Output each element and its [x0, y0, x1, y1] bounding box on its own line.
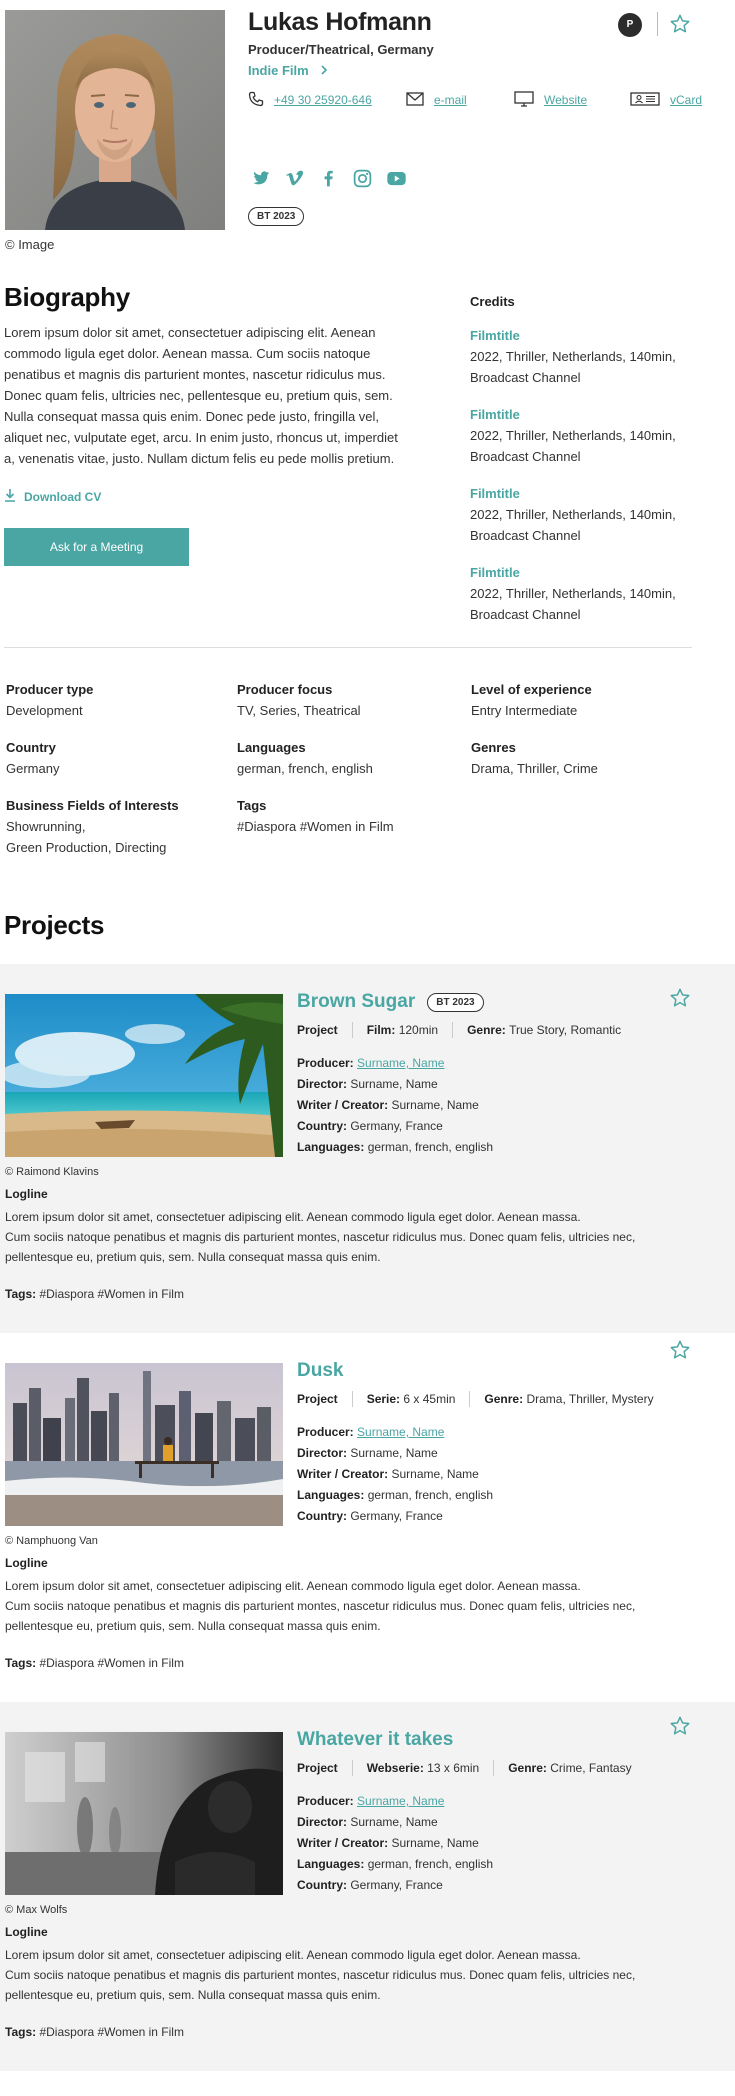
producer-link[interactable]: Surname, Name [357, 1425, 445, 1439]
fact-genres [471, 737, 598, 779]
meta-divider [452, 1022, 453, 1038]
format-label: Serie: [366, 1392, 401, 1406]
tags-value: #Diaspora #Women in Film [39, 1656, 184, 1670]
fact-value: #Diaspora #Women in Film [237, 819, 394, 834]
project-tags [5, 1287, 184, 1301]
languages-label: Languages: [297, 1488, 365, 1502]
image-credit: © Image [5, 237, 55, 252]
favorite-star-icon[interactable] [669, 13, 691, 35]
fact-tags [237, 795, 394, 837]
envelope-icon [406, 92, 434, 109]
fact-producer-type [6, 679, 93, 721]
fact-label: Producer type [6, 682, 94, 697]
producer-label: Producer: [297, 1056, 354, 1070]
biography-heading: Biography [4, 282, 130, 312]
event-tag: BT 2023 [427, 993, 483, 1012]
producer-row [297, 1422, 493, 1443]
fact-business-fields [6, 795, 179, 858]
genre-label: Genre: [467, 1023, 506, 1037]
fact-value: Development [6, 703, 83, 718]
image-credit: © Namphuong Van [5, 1535, 98, 1547]
project-type: Project [297, 1023, 338, 1037]
biography-section [0, 270, 735, 670]
producer-label: Producer: [297, 1794, 354, 1808]
project-image[interactable] [5, 994, 283, 1157]
format-value: 120min [398, 1023, 439, 1037]
director-row [297, 1443, 493, 1464]
project-title[interactable] [297, 991, 484, 1013]
fact-label: Business Fields of Interests [6, 798, 179, 813]
producer-link[interactable]: Surname, Name [357, 1056, 445, 1070]
tags-label: Tags: [5, 2025, 37, 2039]
country-value: Germany, France [350, 1509, 443, 1523]
section-divider [4, 647, 692, 648]
director-value: Surname, Name [350, 1446, 438, 1460]
download-cv-link[interactable] [4, 488, 101, 505]
project-title-text: Dusk [297, 1360, 344, 1381]
country-label: Country: [297, 1119, 347, 1133]
credit-info: 2022, Thriller, Netherlands, 140min, Broadcast Channel [470, 586, 676, 622]
twitter-icon[interactable] [250, 168, 271, 189]
languages-value: german, french, english [367, 1140, 494, 1154]
genre-label: Genre: [484, 1392, 524, 1406]
credit-item [470, 325, 730, 388]
project-people [297, 1422, 493, 1527]
fact-label: Producer focus [237, 682, 333, 697]
fact-value: Drama, Thriller, Crime [471, 761, 598, 776]
country-value: Germany, France [350, 1119, 443, 1133]
format-label: Webserie: [366, 1761, 424, 1775]
credit-title[interactable]: Filmtitle [470, 328, 520, 343]
credits-heading: Credits [470, 294, 515, 309]
meta-divider [352, 1022, 353, 1038]
logline-text [5, 1945, 695, 2005]
facebook-icon[interactable] [318, 168, 339, 189]
logline-label: Logline [5, 1187, 48, 1201]
credit-title[interactable]: Filmtitle [470, 486, 520, 501]
image-credit: © Max Wolfs [5, 1904, 68, 1916]
image-credit: © Raimond Klavins [5, 1166, 99, 1178]
languages-label: Languages: [297, 1857, 365, 1871]
logline-line: Lorem ipsum dolor sit amet, consectetuer adipiscing elit. Aenean commodo ligula eget dolor. Aenean massa. [5, 1579, 581, 1593]
director-label: Director: [297, 1446, 348, 1460]
download-cv-label: Download CV [24, 489, 102, 504]
languages-value: german, french, english [367, 1857, 494, 1871]
user-badge[interactable]: P [618, 13, 642, 37]
director-row [297, 1812, 493, 1833]
vcard-contact[interactable] [630, 90, 702, 110]
country-label: Country: [297, 1509, 347, 1523]
director-label: Director: [297, 1815, 348, 1829]
logline-label: Logline [5, 1925, 48, 1939]
biography-text: Lorem ipsum dolor sit amet, consectetuer adipiscing elit. Aenean commodo ligula eget dolor. Aenean massa. Cum sociis natoque penatibus et magnis dis parturient montes, nascetur ridiculus mus. Donec quam felis, ultricies nec, pellentesque eu, pretium quis, sem. Nulla consequat massa quis enim. Donec pede justo, fringilla vel, aliquet nec, vulputate eget, arcu. In enim justo, rhoncus ut, imperdiet a, venenatis vitae, justo. Nullam dictum felis eu pede mollis pretium. [4, 325, 398, 466]
project-image[interactable] [5, 1363, 283, 1526]
meta-divider [493, 1760, 494, 1776]
project-title-text: Brown Sugar [297, 991, 416, 1012]
credit-title[interactable]: Filmtitle [470, 565, 520, 580]
credit-title[interactable]: Filmtitle [470, 407, 520, 422]
phone-icon [248, 91, 274, 110]
fact-experience [471, 679, 592, 721]
project-type: Project [297, 1392, 338, 1406]
header-divider [657, 12, 658, 36]
logline-line: Cum sociis natoque penatibus et magnis dis parturient montes, nascetur ridiculus mus. Donec quam felis, ultricies nec, pellentesque eu, pretium quis, sem. Nulla consequat massa quis enim. [5, 1968, 636, 2002]
project-meta [297, 1760, 632, 1776]
project-title[interactable] [297, 1360, 343, 1382]
phone-link[interactable]: +49 30 25920-646 [274, 93, 372, 107]
company-link[interactable] [248, 63, 328, 78]
profile-header [0, 0, 735, 270]
vcard-icon [630, 92, 670, 109]
monitor-icon [514, 91, 544, 110]
email-contact[interactable] [406, 90, 467, 110]
writer-value: Surname, Name [391, 1836, 479, 1850]
fact-value: german, french, english [237, 761, 373, 776]
country-label: Country: [297, 1878, 347, 1892]
projects-heading: Projects [4, 910, 105, 940]
profile-photo [5, 10, 225, 230]
writer-row [297, 1464, 493, 1485]
fact-value: Entry Intermediate [471, 703, 578, 718]
fact-value: Germany [6, 761, 60, 776]
director-value: Surname, Name [350, 1815, 438, 1829]
youtube-icon[interactable] [386, 168, 407, 189]
writer-row [297, 1833, 493, 1854]
favorite-star-icon[interactable] [669, 987, 691, 1009]
social-links [250, 168, 407, 189]
vcard-link[interactable]: vCard [670, 93, 703, 107]
logline-text [5, 1576, 695, 1636]
project-title-text: Whatever it takes [297, 1729, 454, 1750]
credit-info: 2022, Thriller, Netherlands, 140min, Broadcast Channel [470, 507, 676, 543]
country-row [297, 1506, 493, 1527]
contact-row [248, 90, 735, 110]
fact-label: Tags [237, 798, 267, 813]
project-people [297, 1053, 493, 1158]
profile-name: Lukas Hofmann [248, 8, 432, 36]
logline-line: Lorem ipsum dolor sit amet, consectetuer adipiscing elit. Aenean commodo ligula eget dolor. Aenean massa. [5, 1948, 581, 1962]
profile-facts [0, 670, 735, 906]
logline-line: Lorem ipsum dolor sit amet, consectetuer adipiscing elit. Aenean commodo ligula eget dolor. Aenean massa. [5, 1210, 581, 1224]
country-row [297, 1116, 493, 1137]
genre-label: Genre: [508, 1761, 547, 1775]
meta-divider [352, 1391, 353, 1407]
fact-country [6, 737, 59, 779]
tags-label: Tags: [5, 1287, 37, 1301]
tags-value: #Diaspora #Women in Film [39, 1287, 184, 1301]
country-value: Germany, France [350, 1878, 443, 1892]
producer-link[interactable]: Surname, Name [357, 1794, 445, 1808]
fact-value: Green Production, Directing [6, 840, 167, 855]
producer-row [297, 1791, 493, 1812]
producer-row [297, 1053, 493, 1074]
fact-value: Showrunning, [6, 819, 86, 834]
company-name: Indie Film [248, 63, 309, 78]
logline-line: Cum sociis natoque penatibus et magnis dis parturient montes, nascetur ridiculus mus. Donec quam felis, ultricies nec, pellentesque eu, pretium quis, sem. Nulla consequat massa quis enim. [5, 1599, 636, 1633]
writer-row [297, 1095, 493, 1116]
website-link[interactable]: Website [544, 93, 588, 107]
writer-label: Writer / Creator: [297, 1467, 389, 1481]
writer-value: Surname, Name [391, 1467, 479, 1481]
languages-row [297, 1137, 493, 1158]
fact-label: Country [6, 740, 56, 755]
director-row [297, 1074, 493, 1095]
genre-value: True Story, Romantic [509, 1023, 622, 1037]
format-label: Film: [366, 1023, 396, 1037]
credit-item [470, 483, 730, 546]
chevron-right-icon [320, 63, 328, 78]
fact-label: Level of experience [471, 682, 592, 697]
writer-label: Writer / Creator: [297, 1098, 389, 1112]
project-type: Project [297, 1761, 338, 1775]
producer-label: Producer: [297, 1425, 354, 1439]
project-title[interactable] [297, 1729, 453, 1751]
meta-divider [352, 1760, 353, 1776]
profile-role: Producer/Theatrical, Germany [248, 42, 434, 57]
logline-line: Cum sociis natoque penatibus et magnis dis parturient montes, nascetur ridiculus mus. Donec quam felis, ultricies nec, pellentesque eu, pretium quis, sem. Nulla consequat massa quis enim. [5, 1230, 636, 1264]
project-tags [5, 1656, 184, 1670]
project-image[interactable] [5, 1732, 283, 1895]
project-meta [297, 1022, 621, 1038]
logline-label: Logline [5, 1556, 48, 1570]
download-icon [4, 488, 24, 505]
credit-info: 2022, Thriller, Netherlands, 140min, Broadcast Channel [470, 349, 676, 385]
languages-row [297, 1854, 493, 1875]
writer-value: Surname, Name [391, 1098, 479, 1112]
fact-producer-focus [237, 679, 361, 721]
credit-item [470, 562, 730, 625]
project-tags [5, 2025, 184, 2039]
genre-value: Drama, Thriller, Mystery [526, 1392, 654, 1406]
languages-value: german, french, english [367, 1488, 494, 1502]
phone-contact[interactable] [248, 90, 372, 110]
languages-label: Languages: [297, 1140, 365, 1154]
fact-languages [237, 737, 373, 779]
website-contact[interactable] [514, 90, 587, 110]
project-card [0, 964, 735, 1333]
email-link[interactable]: e-mail [434, 93, 467, 107]
project-card [0, 1333, 735, 1702]
director-value: Surname, Name [350, 1077, 438, 1091]
tags-value: #Diaspora #Women in Film [39, 2025, 184, 2039]
tags-label: Tags: [5, 1656, 37, 1670]
fact-label: Genres [471, 740, 516, 755]
event-tag: BT 2023 [248, 207, 304, 226]
vimeo-icon[interactable] [284, 168, 305, 189]
director-label: Director: [297, 1077, 348, 1091]
fact-value: TV, Series, Theatrical [237, 703, 361, 718]
favorite-star-icon[interactable] [669, 1715, 691, 1737]
credit-info: 2022, Thriller, Netherlands, 140min, Broadcast Channel [470, 428, 676, 464]
project-meta [297, 1391, 654, 1407]
genre-value: Crime, Fantasy [550, 1761, 632, 1775]
meta-divider [469, 1391, 470, 1407]
writer-label: Writer / Creator: [297, 1836, 389, 1850]
format-value: 13 x 6min [427, 1761, 480, 1775]
ask-meeting-button[interactable]: Ask for a Meeting [4, 528, 189, 566]
credit-item [470, 404, 730, 467]
favorite-star-icon[interactable] [669, 1339, 691, 1361]
project-people [297, 1791, 493, 1896]
country-row [297, 1875, 493, 1896]
instagram-icon[interactable] [352, 168, 373, 189]
logline-text [5, 1207, 695, 1267]
project-card [0, 1702, 735, 2071]
credits-list [470, 294, 730, 641]
format-value: 6 x 45min [403, 1392, 456, 1406]
fact-label: Languages [237, 740, 306, 755]
languages-row [297, 1485, 493, 1506]
